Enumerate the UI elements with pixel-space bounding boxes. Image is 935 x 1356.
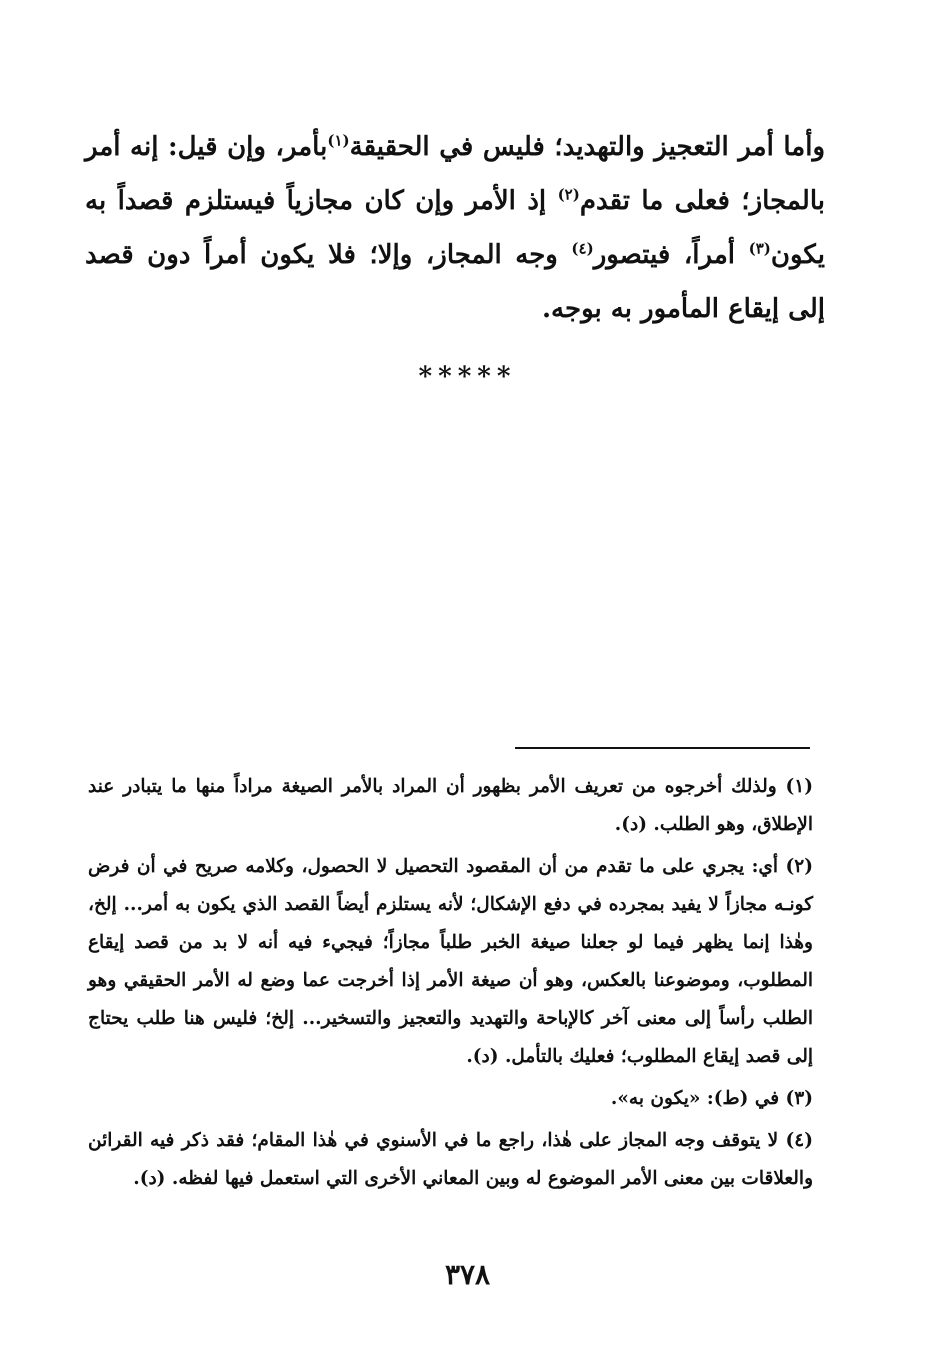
footnote-number: (٣) xyxy=(785,1088,813,1109)
main-text-segment: إذ الأمر وإن كان مجازياً فيستلزم قصداً به يكون xyxy=(85,186,825,270)
main-paragraph-text xyxy=(85,120,825,336)
footnote-text: في (ط): «يكون به». xyxy=(610,1088,786,1109)
footnote-item xyxy=(88,1122,813,1198)
main-text-segment: بأمر، وإن قيل: إنه أمر بالمجاز؛ فعلى ما تقدم xyxy=(85,132,825,216)
footnote-reference: (١) xyxy=(327,131,350,150)
footnote-text: ولذلك أخرجوه من تعريف الأمر بظهور أن المراد بالأمر الصيغة مراداً منها ما يتبادر عند الإطلاق، وهو الطلب. (د). xyxy=(88,776,813,835)
main-text-segment: وجه المجاز، وإلا؛ فلا يكون أمراً دون قصد إلى إيقاع المأمور به بوجه. xyxy=(85,240,825,324)
footnote-item xyxy=(88,848,813,1076)
footnote-number: (٢) xyxy=(785,856,813,877)
footnote-reference: (٣) xyxy=(748,239,771,258)
footnote-number: (١) xyxy=(785,776,813,797)
footnote-divider xyxy=(515,747,810,749)
main-text-segment: أمراً، فيتصور xyxy=(593,240,749,270)
footnote-reference: (٢) xyxy=(557,185,580,204)
page-number: ٣٧٨ xyxy=(444,1258,491,1291)
footnotes-section xyxy=(88,768,813,1202)
footnote-text: لا يتوقف وجه المجاز على هٰذا، راجع ما في الأسنوي في هٰذا المقام؛ فقد ذكر فيه القرائن والعلاقات بين معنى الأمر الموضوع له وبين المعاني الأخرى التي استعمل فيها لفظه. (د). xyxy=(88,1130,813,1189)
footnote-item xyxy=(88,768,813,844)
footnote-text: أي: يجري على ما تقدم من أن المقصود التحصيل لا الحصول، وكلامه صريح في أن فرض كونـه مجازاً لا يفيد بمجرده في دفع الإشكال؛ لأنه يستلزم أيضاً القصد الذي يكون به أمر... إلخ، وهٰذا إنما يظهر فيما لو جعلنا صيغة الخبر طلباً مجازاً؛ فيجيء فيه أنه لا بد من قصد إيقاع المطلوب، وموضوعنا بالعكس، وهو أن صيغة الأمر إذا أخرجت عما وضع له الأمر الحقيقي وهو الطلب رأساً إلى معنى آخر كالإباحة والتهديد والتعجيز والتسخير... إلخ؛ فليس هنا طلب يحتاج إلى قصد إيقاع المطلوب؛ فعليك بالتأمل. (د). xyxy=(88,856,813,1067)
main-paragraph xyxy=(85,120,825,336)
footnote-number: (٤) xyxy=(785,1130,813,1151)
section-separator-stars: ***** xyxy=(418,362,517,392)
footnote-reference: (٤) xyxy=(571,239,594,258)
main-text-segment: وأما أمر التعجيز والتهديد؛ فليس في الحقيقة xyxy=(349,132,825,162)
footnote-item xyxy=(88,1080,813,1118)
